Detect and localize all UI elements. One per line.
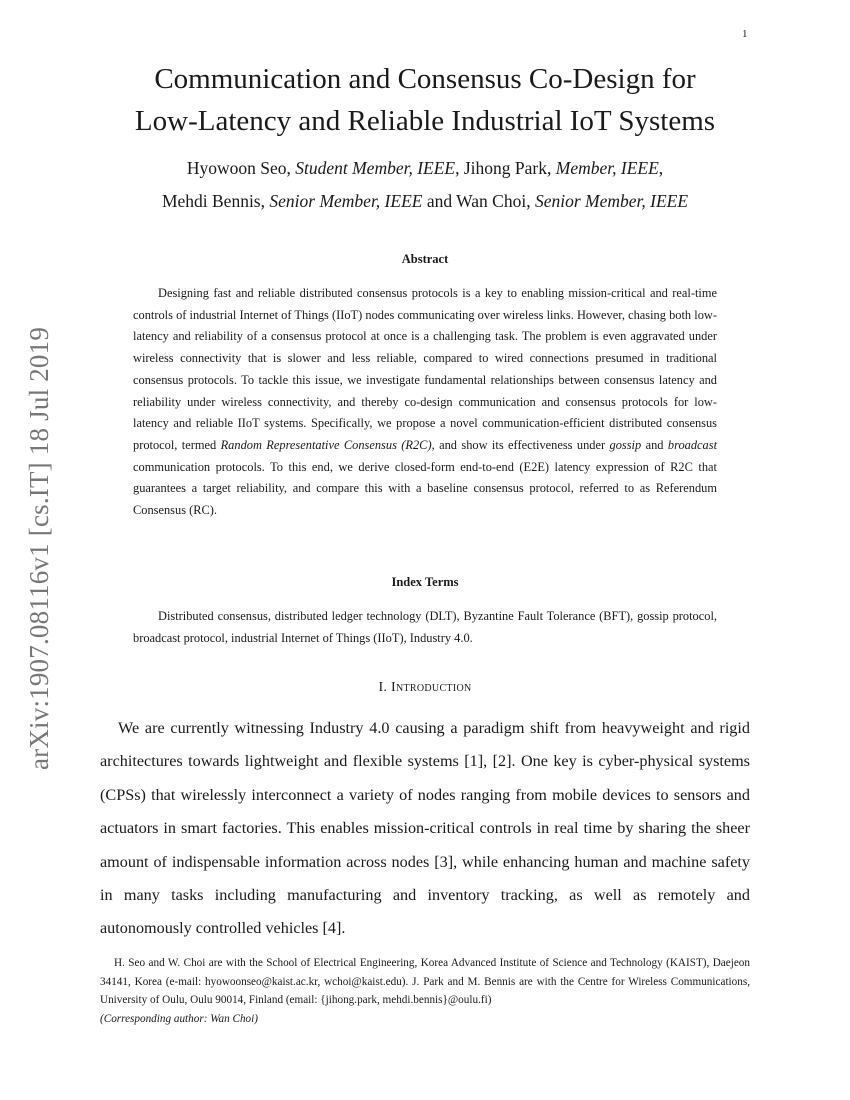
gossip-term: gossip (609, 437, 642, 452)
author-role: Senior Member, IEEE (534, 191, 689, 211)
introduction-paragraph: We are currently witnessing Industry 4.0 causing a paradigm shift from heavyweight and rigid architectures towards lightweight and flexible systems [1], [2]. One key is cyber-physical systems (CPSs) that wirelessly interconnect a variety of nodes ranging from mobile devices to sensors and actuators in smart factories. This enables mission-critical controls in real time by sharing the sheer amount of indispensable information across nodes [3], while enhancing human and machine safety in many tasks including manufacturing and inventory tracking, as well as remotely and autonomously controlled vehicles [4]. (100, 719, 750, 938)
page-number: 1 (742, 28, 748, 40)
author-name: Hyowoon Seo (186, 158, 287, 178)
author-role: Member, IEEE (555, 158, 659, 178)
abstract-heading: Abstract (401, 252, 449, 266)
author-list: Hyowoon Seo, Student Member, IEEE, Jihong Park, Member, IEEE, Mehdi Bennis, Senior Member, IEEE and Wan Choi, Senior Member, IEEE (161, 158, 689, 211)
author-role: Senior Member, IEEE (269, 191, 423, 211)
author-name: Jihong Park (463, 158, 547, 178)
introduction-heading (80, 680, 770, 696)
arxiv-stamp (14, 308, 66, 788)
arxiv-identifier: arXiv:1907.08116v1 [cs.IT] 18 Jul 2019 (24, 326, 55, 770)
author-role: Student Member, IEEE (295, 158, 456, 178)
abstract-text: Designing fast and reliable distributed consensus protocols is a key to enabling mission-critical and real-time controls of industrial Internet of Things (IIoT) nodes communicating over wireless links. However, chasing both low-latency and reliability of a consensus protocol at once is a challenging task. The problem is even aggravated under wireless connectivity that is slower and less reliable, compared to wired connections presumed in traditional consensus protocols. To tackle this issue, we investigate fundamental relationships between consensus latency and reliability under wireless connectivity, and thereby co-design communication and consensus protocols for low-latency and reliable IIoT systems. Specifically, we propose a novel communication-efficient distributed consensus protocol, termed Random Representative Consensus (R2C), and show its effectiveness under gossip and broadcast communication protocols. To this end, we derive closed-form end-to-end (E2E) latency expression of R2C that guarantees a target reliability, and compare this with a baseline consensus protocol, referred to as Referendum Consensus (RC). (133, 286, 718, 518)
broadcast-term: broadcast (667, 437, 718, 452)
author-footnote (100, 954, 750, 1028)
title-line-2: Low-Latency and Reliable Industrial IoT Systems (134, 105, 716, 137)
section-title: Introduction (391, 680, 472, 695)
author-name: Wan Choi (456, 191, 527, 211)
paper-title (80, 58, 770, 142)
affiliation-text: H. Seo and W. Choi are with the School of Electrical Engineering, Korea Advanced Institute of Science and Technology (KAIST), Daejeon 34141, Korea (e-mail: hyowoonseo@kaist.ac.kr, wchoi@kaist.edu). J. Park and M. Bennis are with the Centre for Wireless Communications, University of Oulu, Oulu 90014, Finland (email: {jihong.park, mehdi.bennis}@oulu.fi) (100, 957, 750, 1007)
corresponding-author: (Corresponding author: Wan Choi) (100, 1012, 258, 1025)
index-terms-heading: Index Terms (391, 575, 459, 589)
index-terms-text: Distributed consensus, distributed ledger technology (DLT), Byzantine Fault Tolerance (BFT), gossip protocol, broadcast protocol, industrial Internet of Things (IIoT), Industry 4.0. (133, 609, 717, 645)
title-line-1: Communication and Consensus Co-Design for (154, 63, 696, 95)
r2c-term: Random Representative Consensus (R2C) (220, 437, 432, 452)
author-name: Mehdi Bennis (161, 191, 261, 211)
section-numeral: I. (378, 680, 392, 695)
